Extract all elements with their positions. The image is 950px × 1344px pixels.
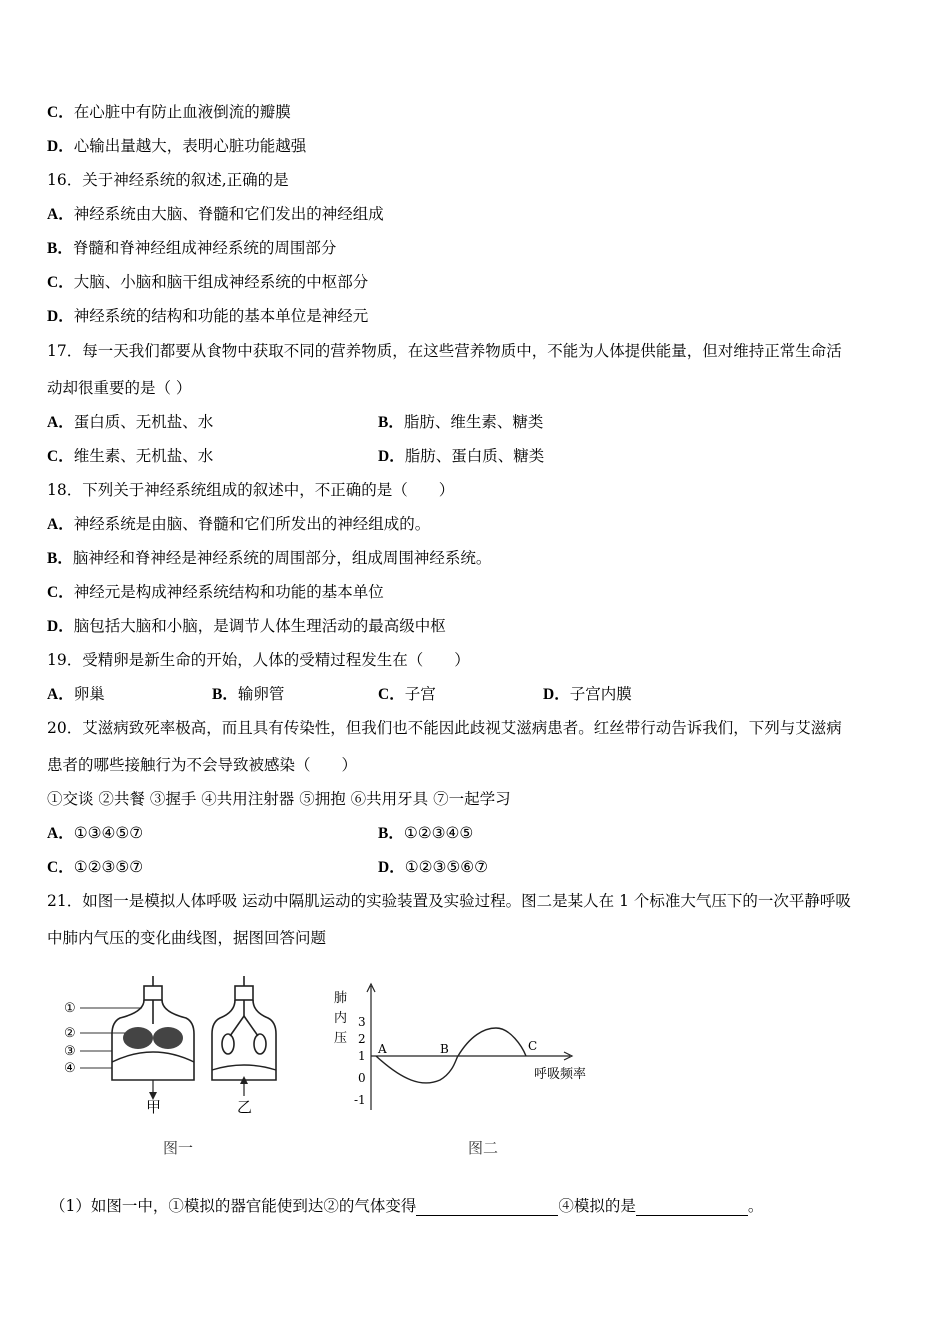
y-ticks — [354, 1015, 366, 1107]
q18-stem: 18．下列关于神经系统组成的叙述中，不正确的是（ ） — [47, 481, 455, 499]
q20-option-c: C．①②③⑤⑦ — [47, 858, 144, 876]
q18-option-b: B．脑神经和脊神经是神经系统的周围部分，组成周围神经系统。 — [47, 549, 492, 567]
answer-blank-2[interactable] — [636, 1199, 748, 1216]
xlabel: 呼吸频率 — [534, 1067, 587, 1082]
q18-option-d: D．脑包括大脑和小脑，是调节人体生理活动的最高级中枢 — [47, 617, 446, 635]
q15-option-d: D．心输出量越大，表明心脏功能越强 — [47, 137, 307, 155]
marker-4: ④ — [64, 1061, 76, 1076]
ytick-0: 0 — [358, 1071, 366, 1085]
q20-option-a: A．①③④⑤⑦ — [47, 824, 144, 842]
marker-1: ① — [64, 1001, 76, 1016]
q21-stem-1: 21．如图一是模拟人体呼吸 运动中隔肌运动的实验装置及实验过程。图二是某人在 1 个标准大气压下的一次平静呼吸 — [47, 892, 851, 910]
q16-option-c: C．大脑、小脑和脑干组成神经系统的中枢部分 — [47, 273, 369, 291]
q19-options — [47, 684, 907, 705]
q20-option-d: D．①②③⑤⑥⑦ — [378, 858, 489, 876]
marker-3: ③ — [64, 1044, 76, 1059]
lung-left-jia — [123, 1027, 153, 1049]
q20-options-row-2 — [47, 857, 907, 878]
figure-2-caption: 图二 — [468, 1139, 499, 1157]
q20-option-b: B．①②③④⑤ — [378, 824, 474, 842]
q19-option-b: B．输卵管 — [212, 685, 285, 703]
label-yi: 乙 — [237, 1098, 253, 1116]
q17-options-row-1 — [47, 412, 907, 433]
bell-jar-jia — [112, 976, 194, 1080]
ylabel-1: 肺 — [334, 991, 348, 1006]
ytick-3: 3 — [358, 1015, 366, 1029]
q16-stem: 16．关于神经系统的叙述,正确的是 — [47, 171, 289, 189]
q21-sub-1: （1）如图一中，①模拟的器官能使到达②的气体变得 ④模拟的是 。 — [50, 1197, 764, 1215]
lung-right-jia — [153, 1027, 183, 1049]
bell-jar-yi — [212, 976, 276, 1080]
figure-2-pressure-chart — [330, 980, 610, 1115]
q18-option-c: C．神经元是构成神经系统结构和功能的基本单位 — [47, 583, 384, 601]
q20-options-row-1 — [47, 823, 907, 844]
curve-points — [377, 1039, 537, 1056]
label-jia: 甲 — [146, 1098, 162, 1116]
q17-option-d: D．脂肪、蛋白质、糖类 — [378, 447, 545, 465]
q18-option-a: A．神经系统是由脑、脊髓和它们所发出的神经组成的。 — [47, 515, 431, 533]
q20-stem-2: 患者的哪些接触行为不会导致被感染（ ） — [47, 756, 358, 774]
ytick-1: 1 — [358, 1049, 366, 1063]
q19-stem: 19．受精卵是新生命的开始，人体的受精过程发生在（ ） — [47, 651, 470, 669]
q17-option-b: B．脂肪、维生素、糖类 — [378, 413, 544, 431]
answer-blank-1[interactable] — [416, 1199, 558, 1216]
q20-stem-1: 20．艾滋病致死率极高，而且具有传染性，但我们也不能因此歧视艾滋病患者。红丝带行动告诉我们，下列与艾滋病 — [47, 719, 842, 737]
figure-1-apparatus — [60, 972, 310, 1122]
figure-1-caption: 图一 — [163, 1139, 194, 1157]
q20-items: ①交谈 ②共餐 ③握手 ④共用注射器 ⑤拥抱 ⑥共用牙具 ⑦一起学习 — [47, 790, 511, 808]
q17-option-c: C．维生素、无机盐、水 — [47, 447, 214, 465]
point-b: B — [440, 1042, 449, 1056]
point-c: C — [528, 1039, 538, 1053]
q16-option-a: A．神经系统由大脑、脊髓和它们发出的神经组成 — [47, 205, 384, 223]
q16-option-b: B．脊髓和脊神经组成神经系统的周围部分 — [47, 239, 337, 257]
q17-option-a: A．蛋白质、无机盐、水 — [47, 413, 214, 431]
q17-stem-2: 动却很重要的是（ ） — [47, 379, 192, 397]
q19-option-a: A．卵巢 — [47, 685, 105, 703]
marker-2: ② — [64, 1026, 76, 1041]
q16-option-d: D．神经系统的结构和功能的基本单位是神经元 — [47, 307, 369, 325]
q17-stem-1: 17．每一天我们都要从食物中获取不同的营养物质，在这些营养物质中，不能为人体提供能量，但对维持正常生命活 — [47, 342, 842, 360]
ylabel-2: 内 — [334, 1011, 348, 1026]
q19-option-d: D．子宫内膜 — [543, 685, 632, 703]
ylabel-3: 压 — [334, 1031, 348, 1046]
q19-option-c: C．子宫 — [378, 685, 436, 703]
point-a: A — [378, 1042, 387, 1056]
ytick-neg1: -1 — [354, 1093, 366, 1107]
q15-option-c: C．在心脏中有防止血液倒流的瓣膜 — [47, 103, 291, 121]
figure-1-markers — [64, 1001, 76, 1076]
ytick-2: 2 — [358, 1032, 366, 1046]
q21-stem-2: 中肺内气压的变化曲线图，据图回答问题 — [47, 929, 327, 947]
q17-options-row-2 — [47, 446, 907, 467]
